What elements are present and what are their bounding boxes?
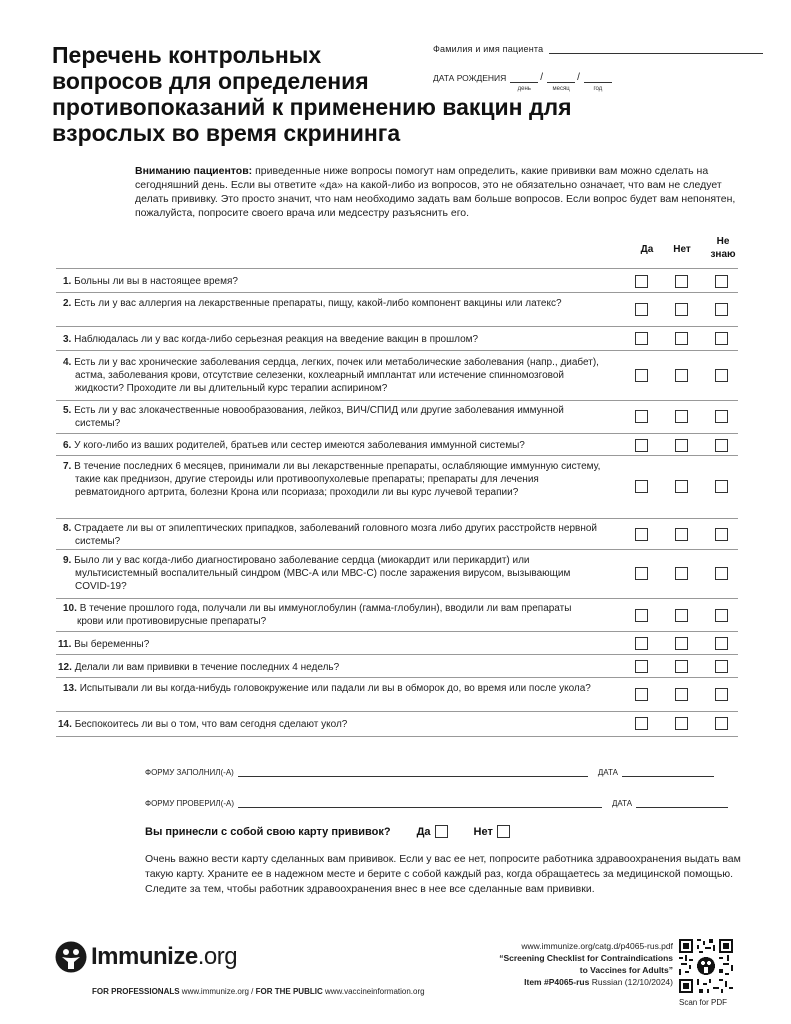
question-text — [58, 638, 598, 651]
question-label: Испытывали ли вы когда-нибудь головокружение или падали ли вы в обморок до, во время или после укола? — [79, 683, 591, 694]
question-number: 4. — [63, 357, 72, 368]
scan-for-pdf-label: Scan for PDF — [679, 998, 728, 1007]
dontknow-checkbox[interactable] — [715, 480, 728, 493]
yes-checkbox[interactable] — [635, 609, 648, 622]
reference-item — [499, 976, 673, 988]
column-dontknow — [705, 235, 741, 261]
question-number: 10. — [63, 603, 77, 614]
title-line: взрослых во время скрининга — [52, 120, 401, 146]
question-label: В течение последних 6 месяцев, принимали ли вы лекарственные препараты, ослабляющие иммунную систему, такие как преднизон, другие стероиды или противоопухолевые препараты; препараты для лечения ревматоидного артрита, болезни Крона или псориаза; проходили ли вы курс лучевой терапии? — [74, 461, 601, 498]
reference-title-line1: “Screening Checklist for Contraindications — [499, 953, 673, 963]
column-yes: Да — [640, 244, 654, 255]
yes-checkbox[interactable] — [635, 439, 648, 452]
immunize-logo — [54, 940, 237, 974]
dob-year-label: год — [593, 86, 603, 92]
question-row — [56, 599, 738, 632]
question-label: Было ли у вас когда-либо диагностировано заболевание сердца (миокардит или перикардит) или мультисистемный воспалительный синдром (МВС-А или МВС-С) после заражения вирусом, вызывающим COVID-19? — [74, 555, 571, 592]
question-number: 12. — [58, 662, 72, 673]
dob-day-field[interactable] — [510, 73, 538, 92]
question-number: 2. — [63, 298, 72, 309]
question-text — [63, 333, 603, 346]
question-label: Больны ли вы в настоящее время? — [74, 276, 238, 287]
question-text — [63, 356, 603, 395]
filled-by-field[interactable] — [238, 768, 588, 777]
no-checkbox[interactable] — [675, 369, 688, 382]
question-text — [58, 602, 598, 628]
dontknow-checkbox[interactable] — [715, 609, 728, 622]
intro-paragraph — [135, 164, 740, 220]
question-row — [56, 712, 738, 737]
question-number: 8. — [63, 523, 72, 534]
question-text — [58, 718, 598, 731]
title-line: Перечень контрольных — [52, 42, 322, 68]
question-row — [56, 269, 738, 293]
card-yes-option — [417, 825, 448, 838]
card-yes-label: Да — [416, 825, 431, 838]
no-checkbox[interactable] — [675, 332, 688, 345]
question-text — [58, 682, 598, 695]
question-row — [56, 434, 738, 456]
question-number: 14. — [58, 719, 72, 730]
question-number: 6. — [63, 440, 72, 451]
patient-info — [433, 44, 763, 92]
dob-month-label: месяц — [552, 86, 570, 92]
filled-date-label: ДАТА — [597, 768, 618, 777]
dontknow-checkbox[interactable] — [715, 275, 728, 288]
patient-name-label: Фамилия и имя пациента — [433, 44, 544, 54]
question-label: Делали ли вам прививки в течение последних 4 недель? — [74, 662, 340, 673]
question-number: 3. — [63, 334, 72, 345]
question-label: Наблюдалась ли у вас когда-либо серьезная реакция на введение вакцин в прошлом? — [74, 334, 479, 345]
logo-suffix: .org — [197, 943, 238, 970]
dontknow-checkbox[interactable] — [715, 303, 728, 316]
yes-checkbox[interactable] — [635, 480, 648, 493]
question-text — [63, 439, 623, 452]
question-number: 9. — [63, 555, 72, 566]
dob-month-field[interactable] — [547, 73, 575, 92]
vaccination-card-question — [145, 825, 510, 838]
question-number: 7. — [63, 461, 72, 472]
patient-name-field[interactable] — [549, 44, 763, 54]
immunize-logo-icon — [54, 940, 88, 974]
dontknow-checkbox[interactable] — [715, 528, 728, 541]
question-text — [58, 661, 598, 674]
card-no-label: Нет — [473, 825, 493, 838]
no-checkbox[interactable] — [675, 567, 688, 580]
question-row — [56, 351, 738, 401]
intro-text: приведенные ниже вопросы помогут нам определить, какие прививки вам можно сделать на сегодняшний день. Если вы ответите «да» на какой-либо из вопросов, это не обязательно означает, что вам не следует делать прививку. Это просто значит, что нам необходимо задать вам больше вопросов. Если вопрос будет вам непонятен, пожалуйста, попросите своего врача или медсестру разъяснить его. — [135, 165, 736, 219]
question-text — [63, 460, 603, 499]
question-text — [63, 522, 603, 548]
question-text — [63, 297, 603, 310]
question-number: 13. — [63, 683, 77, 694]
reference-title-line2: to Vaccines for Adults” — [579, 965, 673, 975]
patient-name-row — [433, 44, 763, 54]
dob-separator: / — [540, 72, 544, 83]
dob-row — [433, 71, 763, 92]
no-checkbox[interactable] — [675, 637, 688, 650]
question-label: Вы беременны? — [74, 639, 150, 650]
yes-checkbox[interactable] — [635, 528, 648, 541]
yes-checkbox[interactable] — [635, 688, 648, 701]
yes-checkbox[interactable] — [635, 332, 648, 345]
question-row — [56, 678, 738, 712]
dontknow-checkbox[interactable] — [715, 369, 728, 382]
no-checkbox[interactable] — [675, 439, 688, 452]
filled-by-label: ФОРМУ ЗАПОЛНИЛ(-А) — [145, 768, 234, 777]
question-label: В течение прошлого года, получали ли вы иммуноглобулин (гамма-глобулин), вводили ли вам препараты крови или противовирусные препараты? — [77, 603, 572, 627]
title-line: вопросов для определения — [52, 68, 369, 94]
question-text — [63, 554, 603, 593]
checked-date-field[interactable] — [636, 799, 728, 808]
qr-code-icon[interactable] — [679, 939, 733, 993]
no-checkbox[interactable] — [675, 410, 688, 423]
question-label: Беспокоитесь ли вы о том, что вам сегодня сделают укол? — [74, 719, 348, 730]
question-row — [56, 327, 738, 351]
document-reference — [499, 940, 673, 988]
checked-by-label: ФОРМУ ПРОВЕРИЛ(-А) — [145, 799, 234, 808]
questions-table — [56, 268, 738, 737]
no-checkbox[interactable] — [675, 717, 688, 730]
card-no-checkbox[interactable] — [497, 825, 510, 838]
yes-checkbox[interactable] — [635, 660, 648, 673]
dontknow-checkbox[interactable] — [715, 567, 728, 580]
dob-year-field[interactable] — [584, 73, 612, 92]
filled-by-row — [145, 768, 741, 777]
card-question-label: Вы принесли с собой свою карту прививок? — [145, 825, 391, 838]
yes-checkbox[interactable] — [635, 637, 648, 650]
logo-wordmark — [91, 943, 237, 971]
for-public-label: FOR THE PUBLIC — [255, 987, 323, 996]
no-checkbox[interactable] — [675, 480, 688, 493]
professionals-link[interactable]: www.immunize.org — [181, 987, 249, 996]
question-label: Есть ли у вас злокачественные новообразования, лейкоз, ВИЧ/СПИД или другие заболевания иммунной системы? — [74, 405, 564, 429]
question-label: Страдаете ли вы от эпилептических припадков, заболеваний головного мозга либо других расстройств нервной системы? — [74, 523, 598, 547]
yes-checkbox[interactable] — [635, 717, 648, 730]
footer-separator: / — [251, 987, 254, 996]
dontknow-checkbox[interactable] — [715, 439, 728, 452]
title-line: противопоказаний к применению вакцин для — [52, 94, 572, 120]
checked-date-label: ДАТА — [612, 799, 633, 808]
question-text — [63, 404, 603, 430]
card-no-option — [474, 825, 510, 838]
checked-by-row — [145, 799, 741, 808]
yes-checkbox[interactable] — [635, 369, 648, 382]
logo-main: Immunize — [91, 943, 198, 970]
vaccination-card-text: Очень важно вести карту сделанных вам прививок. Если у вас ее нет, попросите работника здравоохранения выдать вам такую карту. Храните ее в надежном месте и берите с собой каждый раз, когда обращаетесь за медицинской помощью. Следите за тем, чтобы работник здравоохранения внес в нее все сделанные вам прививки. — [145, 853, 741, 895]
question-number: 5. — [63, 405, 72, 416]
for-professionals-label: FOR PROFESSIONALS — [92, 987, 180, 996]
question-label: У кого-либо из ваших родителей, братьев или сестер имеются заболевания иммунной системы? — [74, 440, 525, 451]
intro-bold: Вниманию пациентов: — [135, 165, 253, 177]
footer-links — [92, 987, 425, 996]
dontknow-checkbox[interactable] — [715, 637, 728, 650]
question-number: 11. — [58, 639, 72, 650]
no-checkbox[interactable] — [675, 275, 688, 288]
item-number: Item #P4065-rus — [524, 977, 590, 987]
question-row — [56, 550, 738, 599]
dob-day-label: день — [517, 86, 531, 92]
question-label: Есть ли у вас аллергия на лекарственные препараты, пищу, какой-либо компонент вакцины или латекс? — [74, 298, 562, 309]
dontknow-checkbox[interactable] — [715, 660, 728, 673]
question-label: Есть ли у вас хронические заболевания сердца, легких, почек или метаболические заболевания (напр., диабет), астма, заболевания крови, отсутствие селезенки, кохлеарный имплантат или истечение спинномозговой жидкости? Проходите ли вы длительный курс терапии аспирином? — [74, 357, 599, 394]
filled-date-field[interactable] — [622, 768, 714, 777]
dontknow-checkbox[interactable] — [715, 410, 728, 423]
question-row — [56, 456, 738, 519]
reference-url[interactable]: www.immunize.org/catg.d/p4065-rus.pdf — [521, 941, 673, 951]
no-checkbox[interactable] — [675, 303, 688, 316]
card-yes-checkbox[interactable] — [435, 825, 448, 838]
dontknow-checkbox[interactable] — [715, 332, 728, 345]
column-dontknow-line2: знаю — [710, 249, 736, 260]
yes-checkbox[interactable] — [635, 567, 648, 580]
dob-label: ДАТА РОЖДЕНИЯ — [433, 73, 507, 83]
dontknow-checkbox[interactable] — [715, 688, 728, 701]
yes-checkbox[interactable] — [635, 275, 648, 288]
dontknow-checkbox[interactable] — [715, 717, 728, 730]
public-link[interactable]: www.vaccineinformation.org — [324, 987, 425, 996]
yes-checkbox[interactable] — [635, 410, 648, 423]
no-checkbox[interactable] — [675, 660, 688, 673]
yes-checkbox[interactable] — [635, 303, 648, 316]
question-row — [56, 519, 738, 550]
question-row — [56, 655, 738, 678]
question-text — [63, 275, 603, 288]
dob-separator: / — [577, 72, 580, 83]
checked-by-field[interactable] — [238, 799, 602, 808]
column-no: Нет — [673, 244, 691, 255]
item-language-date: Russian (12/10/2024) — [591, 977, 673, 987]
question-row — [56, 401, 738, 434]
question-row — [56, 632, 738, 655]
column-dontknow-line1: Не — [716, 236, 730, 247]
question-number: 1. — [63, 276, 72, 287]
no-checkbox[interactable] — [675, 528, 688, 541]
no-checkbox[interactable] — [675, 609, 688, 622]
no-checkbox[interactable] — [675, 688, 688, 701]
question-row — [56, 293, 738, 327]
